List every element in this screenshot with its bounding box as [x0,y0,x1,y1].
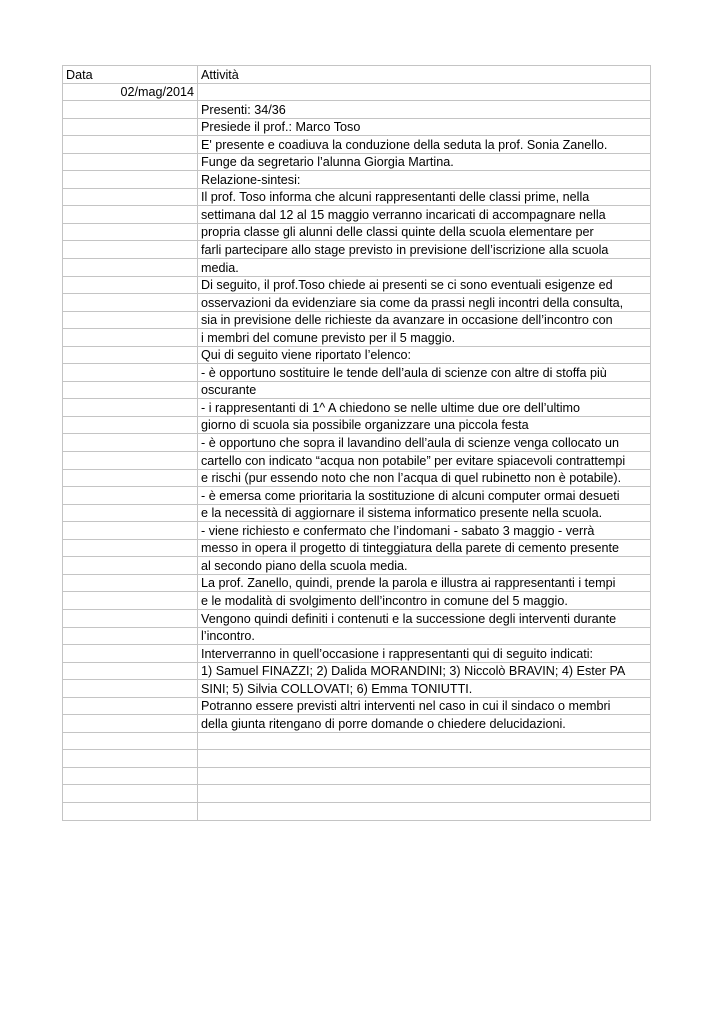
table-row [63,785,651,803]
date-cell[interactable] [63,785,198,803]
activity-cell[interactable]: settimana dal 12 al 15 maggio verranno incaricati di accompagnare nella [198,206,651,224]
activity-cell[interactable]: Qui di seguito viene riportato l’elenco: [198,346,651,364]
date-cell[interactable] [63,662,198,680]
activity-cell[interactable]: giorno di scuola sia possibile organizzare una piccola festa [198,416,651,434]
activity-cell[interactable]: - i rappresentanti di 1^ A chiedono se nelle ultime due ore dell’ultimo [198,399,651,417]
activity-cell[interactable]: Il prof. Toso informa che alcuni rappresentanti delle classi prime, nella [198,188,651,206]
activity-cell[interactable]: farli partecipare allo stage previsto in previsione dell’iscrizione alla scuola [198,241,651,259]
date-cell[interactable] [63,697,198,715]
table-row [63,311,651,329]
table-row [63,434,651,452]
table-row [63,241,651,259]
date-cell[interactable] [63,399,198,417]
table-row [63,592,651,610]
table-row [63,574,651,592]
table-row [63,294,651,312]
activity-cell[interactable]: - è opportuno che sopra il lavandino dell’aula di scienze venga collocato un [198,434,651,452]
date-cell[interactable] [63,487,198,505]
activity-cell[interactable]: - è emersa come prioritaria la sostituzione di alcuni computer ormai desueti [198,487,651,505]
table-row [63,223,651,241]
activity-cell[interactable]: sia in previsione delle richieste da avanzare in occasione dell’incontro con [198,311,651,329]
table-row [63,662,651,680]
date-cell[interactable] [63,539,198,557]
activity-cell[interactable]: l’incontro. [198,627,651,645]
date-cell[interactable] [63,329,198,347]
activity-cell[interactable]: cartello con indicato “acqua non potabile” per evitare spiacevoli contrattempi [198,452,651,470]
date-cell[interactable] [63,557,198,575]
date-cell[interactable] [63,188,198,206]
date-cell[interactable] [63,381,198,399]
header-row [63,66,651,84]
date-cell[interactable] [63,645,198,663]
table-row [63,276,651,294]
date-cell[interactable] [63,416,198,434]
table-row [63,680,651,698]
table-row [63,346,651,364]
activity-cell[interactable]: - è opportuno sostituire le tende dell’aula di scienze con altre di stoffa più [198,364,651,382]
table-row [63,715,651,733]
table-row [63,171,651,189]
activity-cell[interactable] [198,767,651,785]
table-row [63,609,651,627]
date-cell[interactable] [63,609,198,627]
date-cell[interactable] [63,680,198,698]
activity-cell[interactable]: i membri del comune previsto per il 5 maggio. [198,329,651,347]
activity-cell[interactable]: Vengono quindi definiti i contenuti e la successione degli interventi durante [198,609,651,627]
date-cell[interactable] [63,715,198,733]
table-row [63,136,651,154]
date-cell[interactable] [63,434,198,452]
activity-cell[interactable] [198,732,651,750]
table-row [63,539,651,557]
table-row [63,364,651,382]
table-row [63,83,651,101]
date-cell[interactable] [63,522,198,540]
date-cell[interactable] [63,101,198,119]
date-cell[interactable] [63,452,198,470]
header-date[interactable]: Data [63,66,198,84]
date-cell[interactable] [63,364,198,382]
table-row [63,101,651,119]
activity-cell[interactable]: e rischi (pur essendo noto che non l’acqua di quel rubinetto non è potabile). [198,469,651,487]
date-cell[interactable] [63,223,198,241]
date-cell[interactable] [63,802,198,820]
table-row [63,452,651,470]
table-row [63,118,651,136]
date-cell[interactable] [63,206,198,224]
table-row [63,399,651,417]
date-cell[interactable] [63,259,198,277]
table-row [63,627,651,645]
date-cell[interactable] [63,171,198,189]
activity-cell[interactable]: Presenti: 34/36 [198,101,651,119]
date-cell[interactable] [63,732,198,750]
date-cell[interactable] [63,153,198,171]
date-cell[interactable] [63,469,198,487]
activity-cell[interactable] [198,83,651,101]
activity-cell[interactable]: messo in opera il progetto di tinteggiatura della parete di cemento presente [198,539,651,557]
table-row [63,645,651,663]
activity-cell[interactable]: - viene richiesto e confermato che l’indomani - sabato 3 maggio - verrà [198,522,651,540]
date-cell[interactable] [63,294,198,312]
date-cell[interactable] [63,241,198,259]
table-row [63,381,651,399]
activity-cell[interactable]: al secondo piano della scuola media. [198,557,651,575]
activity-cell[interactable]: propria classe gli alunni delle classi quinte della scuola elementare per [198,223,651,241]
minutes-table [62,65,651,821]
date-cell[interactable] [63,118,198,136]
table-row [63,206,651,224]
table-row [63,557,651,575]
table-row [63,504,651,522]
activity-cell[interactable] [198,802,651,820]
table-row [63,732,651,750]
activity-cell[interactable]: Funge da segretario l’alunna Giorgia Martina. [198,153,651,171]
activity-cell[interactable] [198,750,651,768]
table-row [63,767,651,785]
header-activity[interactable]: Attività [198,66,651,84]
activity-cell[interactable]: SINI; 5) Silvia COLLOVATI; 6) Emma TONIUTTI. [198,680,651,698]
activity-cell[interactable]: media. [198,259,651,277]
date-cell[interactable] [63,504,198,522]
table-row [63,259,651,277]
date-cell[interactable] [63,767,198,785]
activity-cell[interactable]: Relazione-sintesi: [198,171,651,189]
activity-cell[interactable]: 1) Samuel FINAZZI; 2) Dalida MORANDINI; 3) Niccolò BRAVIN; 4) Ester PA [198,662,651,680]
date-cell[interactable] [63,276,198,294]
table-row [63,487,651,505]
table-row [63,522,651,540]
table-row [63,697,651,715]
activity-cell[interactable]: E' presente e coadiuva la conduzione della seduta la prof. Sonia Zanello. [198,136,651,154]
activity-cell[interactable]: della giunta ritengano di porre domande o chiedere delucidazioni. [198,715,651,733]
activity-cell[interactable]: e le modalità di svolgimento dell’incontro in comune del 5 maggio. [198,592,651,610]
activity-cell[interactable]: Potranno essere previsti altri interventi nel caso in cui il sindaco o membri [198,697,651,715]
table-row [63,750,651,768]
table-row [63,329,651,347]
date-cell[interactable] [63,750,198,768]
activity-cell[interactable]: osservazioni da evidenziare sia come da prassi negli incontri della consulta, [198,294,651,312]
date-cell[interactable] [63,627,198,645]
activity-cell[interactable]: Interverranno in quell’occasione i rappresentanti qui di seguito indicati: [198,645,651,663]
activity-cell[interactable] [198,785,651,803]
activity-cell[interactable]: e la necessità di aggiornare il sistema informatico presente nella scuola. [198,504,651,522]
date-cell[interactable]: 02/mag/2014 [63,83,198,101]
date-cell[interactable] [63,311,198,329]
date-cell[interactable] [63,136,198,154]
activity-cell[interactable]: Presiede il prof.: Marco Toso [198,118,651,136]
activity-cell[interactable]: oscurante [198,381,651,399]
table-row [63,416,651,434]
table-body [63,83,651,820]
date-cell[interactable] [63,574,198,592]
table-row [63,802,651,820]
activity-cell[interactable]: La prof. Zanello, quindi, prende la parola e illustra ai rappresentanti i tempi [198,574,651,592]
table-row [63,469,651,487]
date-cell[interactable] [63,346,198,364]
table-row [63,153,651,171]
table-row [63,188,651,206]
activity-cell[interactable]: Di seguito, il prof.Toso chiede ai presenti se ci sono eventuali esigenze ed [198,276,651,294]
date-cell[interactable] [63,592,198,610]
